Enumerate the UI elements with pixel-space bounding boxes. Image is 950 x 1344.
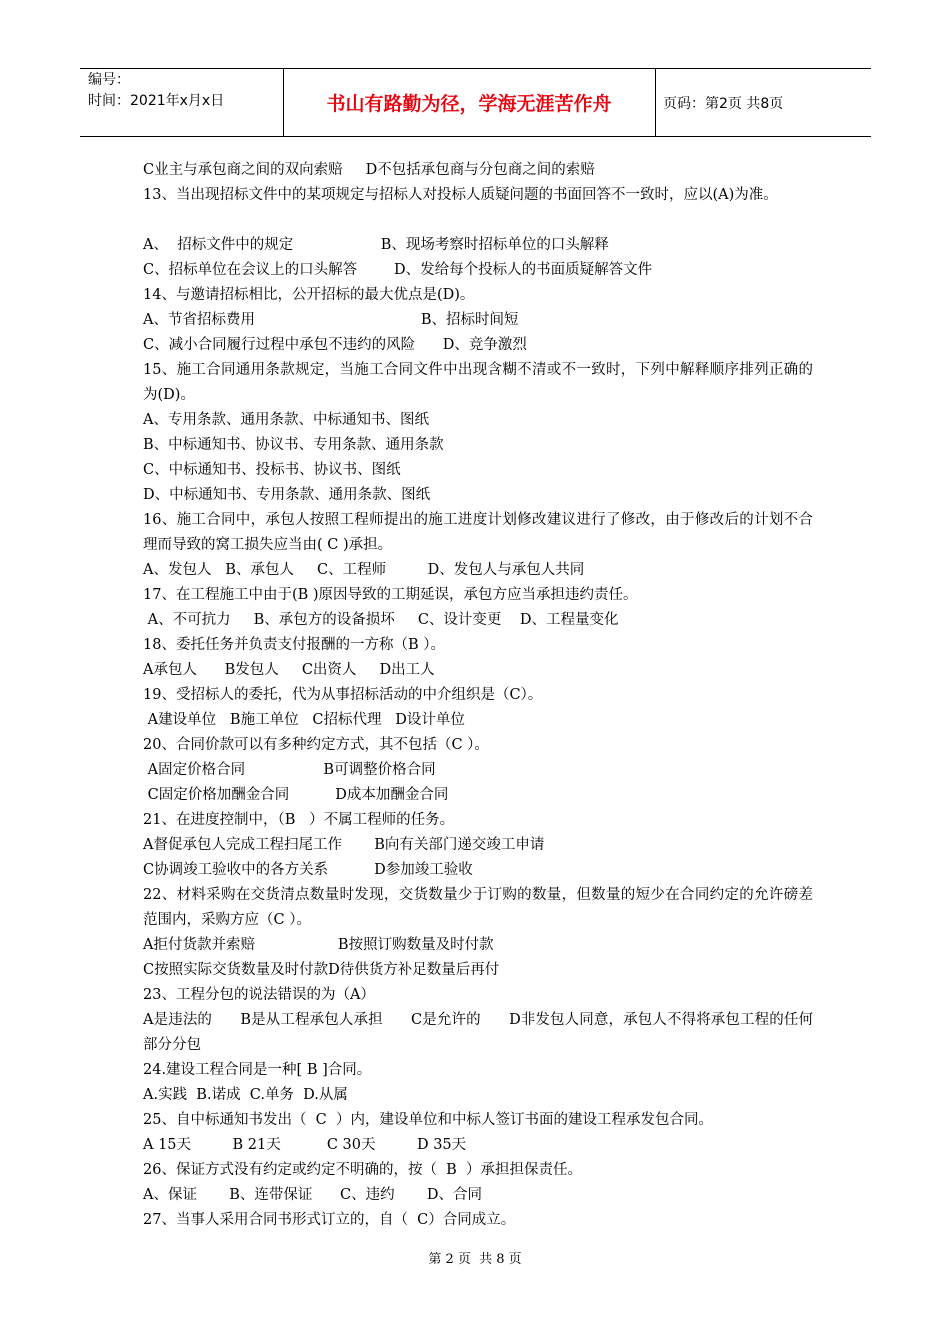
text-line: A、不可抗力 B、承包方的设备损坏 C、设计变更 D、工程量变化 [143, 612, 619, 628]
header-number-label: 编号： [88, 72, 130, 88]
text-line: A 15天 B 21天 C 30天 D 35天 [143, 1137, 467, 1153]
text-line: C固定价格加酬金合同 D成本加酬金合同 [143, 787, 449, 803]
question-15: 15、施工合同通用条款规定，当施工合同文件中出现含糊不清或不一致时，下列中解释顺序排列正确的为(D)。 [143, 362, 813, 403]
text-line: A是违法的 B是从工程承包人承担 C是允许的 D非发包人同意，承包人不得将承包工程的任何部分分包 [143, 1012, 813, 1053]
question-27: 27、当事人采用合同书形式订立的，自（ C）合同成立。 [143, 1212, 516, 1228]
text-line: C协调竣工验收中的各方关系 D参加竣工验收 [143, 862, 473, 878]
question-19: 19、受招标人的委托，代为从事招标活动的中介组织是（C）。 [143, 687, 543, 703]
text-line: D、中标通知书、专用条款、通用条款、图纸 [143, 487, 431, 503]
text-line: A、保证 B、连带保证 C、违约 D、合同 [143, 1187, 483, 1203]
text-line: A承包人 B发包人 C出资人 D出工人 [143, 662, 435, 678]
question-23: 23、工程分包的说法错误的为（A） [143, 987, 375, 1003]
question-25: 25、自中标通知书发出（ C ）内，建设单位和中标人签订书面的建设工程承发包合同。 [143, 1112, 713, 1128]
question-22: 22、材料采购在交货清点数量时发现，交货数量少于订购的数量，但数量的短少在合同约定的允许磅差范围内，采购方应（C ）。 [143, 887, 813, 928]
text-line: B、中标通知书、协议书、专用条款、通用条款 [143, 437, 444, 453]
text-line: C、中标通知书、投标书、协议书、图纸 [143, 462, 401, 478]
question-13: 13、当出现招标文件中的某项规定与招标人对投标人质疑问题的书面回答不一致时，应以(A)为准。 [143, 187, 778, 203]
header-left [88, 70, 224, 112]
text-line: A建设单位 B施工单位 C招标代理 D设计单位 [143, 712, 465, 728]
page-footer: 第 2 页 共 8 页 [428, 1252, 522, 1267]
text-line: A固定价格合同 B可调整价格合同 [143, 762, 436, 778]
text-line: A.实践 B.诺成 C.单务 D.从属 [143, 1087, 348, 1103]
question-16: 16、施工合同中，承包人按照工程师提出的施工进度计划修改建议进行了修改，由于修改后的计划不合理而导致的窝工损失应当由( C )承担。 [143, 512, 813, 553]
question-17: 17、在工程施工中由于(B )原因导致的工期延误，承包方应当承担违约责任。 [143, 587, 638, 603]
text-line: A拒付货款并索赔 B按照订购数量及时付款 [143, 937, 494, 953]
text-line: A、 招标文件中的规定 B、现场考察时招标单位的口头解释 [143, 237, 609, 253]
text-line: A、节省招标费用 B、招标时间短 [143, 312, 519, 328]
header-bottom-rule [80, 136, 871, 137]
header-motto: 书山有路勤为径，学海无涯苦作舟 [326, 92, 612, 115]
question-24: 24.建设工程合同是一种[ B ]合同。 [143, 1062, 372, 1078]
question-26: 26、保证方式没有约定或约定不明确的，按（ B ）承担担保责任。 [143, 1162, 583, 1178]
text-line: A、专用条款、通用条款、中标通知书、图纸 [143, 412, 429, 428]
question-21: 21、在进度控制中，（B ）不属工程师的任务。 [143, 812, 455, 828]
document-body [143, 158, 813, 1233]
text-line: A、发包人 B、承包人 C、工程师 D、发包人与承包人共同 [143, 562, 585, 578]
text-line: C、减小合同履行过程中承包不违约的风险 D、竞争激烈 [143, 337, 527, 353]
text-line: C按照实际交货数量及时付款D待供货方补足数量后再付 [143, 962, 500, 978]
question-14: 14、与邀请招标相比，公开招标的最大优点是(D)。 [143, 287, 475, 303]
text-line: A督促承包人完成工程扫尾工作 B向有关部门递交竣工申请 [143, 837, 545, 853]
header-page-info: 页码：第2页 共8页 [663, 96, 784, 112]
question-20: 20、合同价款可以有多种约定方式，其不包括（C ）。 [143, 737, 489, 753]
header-divider-right [655, 68, 656, 136]
text-line: C业主与承包商之间的双向索赔 D不包括承包商与分包商之间的索赔 [143, 162, 595, 178]
text-line: C、招标单位在会议上的口头解答 D、发给每个投标人的书面质疑解答文件 [143, 262, 653, 278]
question-18: 18、委托任务并负责支付报酬的一方称（B ）。 [143, 637, 445, 653]
header-date-label: 时间：2021年x月x日 [88, 93, 225, 109]
